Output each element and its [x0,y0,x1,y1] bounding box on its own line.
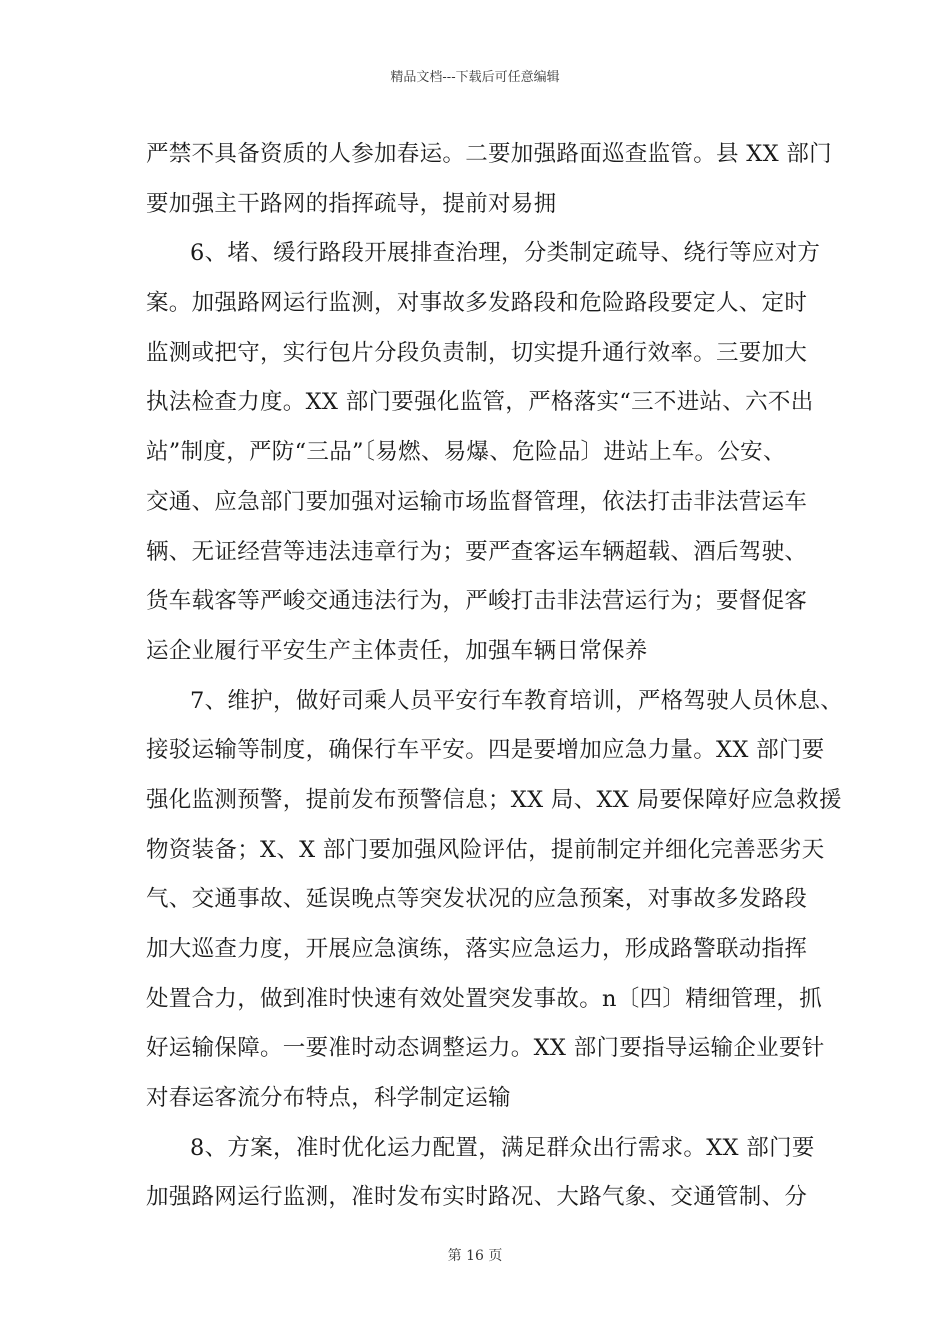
text-line: 加强路网运行监测，准时发布实时路况、大路气象、交通管制、分 [146,1184,808,1211]
text-line: 要加强主干路网的指挥疏导，提前对易拥 [146,190,557,217]
text-line: 加大巡查力度，开展应急演练，落实应急运力，形成路警联动指挥 [146,936,808,962]
page-number: 第 16 页 [447,1248,503,1264]
text-line: 好运输保障。一要准时动态调整运力。XX 部门要指导运输企业要针 [146,1035,825,1062]
document-body [146,130,844,1223]
paragraph-start-line: 8、方案，准时优化运力配置，满足群众出行需求。XX 部门要 [190,1134,815,1161]
text-line: 货车载客等严峻交通违法行为，严峻打击非法营运行为；要督促客 [146,588,808,615]
text-line: 物资装备；X、X 部门要加强风险评估，提前制定并细化完善恶劣天 [146,836,825,863]
text-line: 接驳运输等制度，确保行车平安。四是要增加应急力量。XX 部门要 [146,737,825,764]
text-line: 站”制度，严防“三品”〔易燃、易爆、危险品〕进站上车。公安、 [146,439,786,466]
paragraph-start-line: 7、维护，做好司乘人员平安行车教育培训，严格驾驶人员休息、 [190,687,844,714]
text-line: 交通、应急部门要加强对运输市场监督管理，依法打击非法营运车 [146,488,808,515]
text-line: 强化监测预警，提前发布预警信息；XX 局、XX 局要保障好应急救援 [146,786,842,813]
text-line: 运企业履行平安生产主体责任，加强车辆日常保养 [146,637,648,664]
text-line: 处置合力，做到准时快速有效处置突发事故。n〔四〕精细管理，抓 [146,985,822,1012]
text-line: 案。加强路网运行监测，对事故多发路段和危险路段要定人、定时 [146,290,808,317]
document-header-note: 精品文档---下载后可任意编辑 [390,70,560,85]
text-line: 对春运客流分布特点，科学制定运输 [146,1085,511,1112]
text-line: 监测或把守，实行包片分段负责制，切实提升通行效率。三要加大 [146,339,808,366]
text-line: 执法检查力度。XX 部门要强化监管，严格落实“三不进站、六不出 [146,389,814,416]
text-line: 严禁不具备资质的人参加春运。二要加强路面巡查监管。县 XX 部门 [146,141,832,167]
text-line: 辆、无证经营等违法违章行为；要严查客运车辆超载、酒后驾驶、 [146,538,808,565]
text-line: 气、交通事故、延误晚点等突发状况的应急预案，对事故多发路段 [146,886,808,913]
paragraph-start-line: 6、堵、缓行路段开展排查治理，分类制定疏导、绕行等应对方 [190,240,821,267]
